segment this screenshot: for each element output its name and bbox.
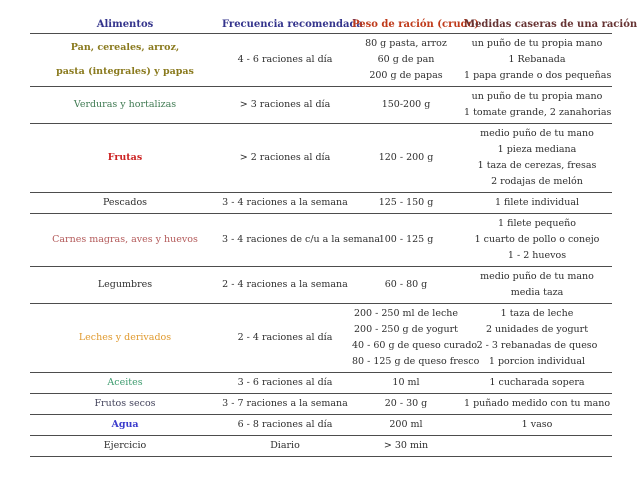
measure-line: un puño de tu propia mano [471, 91, 603, 102]
food-name-line: Carnes magras, aves y huevos [52, 234, 198, 245]
frequency-value: Diario [270, 440, 300, 451]
frequency-value: 3 - 4 raciones de c/u a la semana [222, 234, 381, 245]
frequency-cell [220, 394, 350, 414]
weight-line: 200 - 250 g de yogurt [353, 324, 458, 335]
weight-line: 200 g de papas [369, 70, 443, 81]
weight-cell [350, 267, 462, 303]
frequency-cell [220, 214, 381, 266]
weight-line: 200 - 250 ml de leche [353, 308, 459, 319]
table-row [30, 34, 612, 87]
measure-line: 1 filete individual [494, 197, 580, 208]
weight-line: 120 - 200 g [378, 152, 434, 163]
food-name-line: pasta (integrales) y papas [56, 66, 194, 77]
food-name-line: Frutos secos [94, 398, 156, 409]
frequency-value: 4 - 6 raciones al día [237, 54, 333, 65]
weight-cell [350, 124, 462, 192]
weight-line: 80 - 125 g de queso fresco [352, 356, 480, 367]
frequency-cell [220, 436, 350, 456]
frequency-value: 2 - 4 raciones al día [237, 332, 333, 343]
column-header-4 [462, 16, 638, 33]
food-name-cell [30, 415, 220, 435]
measure-line: 1 Rebanada [508, 54, 566, 65]
weight-cell [350, 87, 462, 123]
food-name-cell [30, 436, 220, 456]
weight-line: 100 - 125 g [378, 234, 434, 245]
food-name-cell [30, 34, 220, 86]
weight-line: 10 ml [392, 377, 420, 388]
weight-line: 80 g pasta, arroz [365, 38, 447, 49]
measure-line: 1 pieza mediana [497, 144, 577, 155]
measure-line: 1 tomate grande, 2 zanahorias [464, 107, 612, 118]
food-name-line: Leches y derivados [78, 332, 172, 343]
frequency-value: > 3 raciones al día [239, 99, 331, 110]
table-row [30, 415, 612, 436]
food-name-line: Pescados [102, 197, 148, 208]
frequency-cell [220, 193, 350, 213]
column-header-3 [350, 16, 480, 33]
column-header-label: Peso de ración (crudo) [352, 19, 480, 30]
food-name-line: Frutas [107, 152, 143, 163]
measure-line: 1 papa grande o dos pequeñas [464, 70, 612, 81]
measure-cell [462, 267, 612, 303]
food-name-line: Aceites [107, 377, 143, 388]
frequency-value: 3 - 7 raciones a la semana [222, 398, 348, 409]
weight-cell [350, 415, 462, 435]
measure-cell [462, 394, 612, 414]
table-row [30, 373, 612, 394]
frequency-value: 3 - 6 raciones al día [237, 377, 333, 388]
measure-line: 1 puñado medido con tu mano [464, 398, 611, 409]
measure-cell [462, 214, 612, 266]
weight-cell [350, 304, 480, 372]
food-name-line: Agua [111, 419, 139, 430]
measure-cell [462, 87, 612, 123]
frequency-cell [220, 415, 350, 435]
measure-cell [462, 304, 612, 372]
measure-cell [462, 193, 612, 213]
frequency-value: 6 - 8 raciones al día [237, 419, 333, 430]
frequency-cell [220, 124, 350, 192]
weight-cell [350, 193, 462, 213]
weight-cell [350, 436, 462, 456]
measure-line: 1 filete pequeño [498, 218, 576, 229]
measure-cell [462, 436, 612, 456]
nutrition-table [30, 16, 638, 457]
food-name-cell [30, 373, 220, 393]
food-name-cell [30, 394, 220, 414]
table-row [30, 267, 612, 304]
weight-line: 60 g de pan [377, 54, 435, 65]
measure-line: 1 - 2 huevos [507, 250, 567, 261]
measure-line: 1 cucharada sopera [489, 377, 585, 388]
measure-line: 2 unidades de yogurt [485, 324, 589, 335]
frequency-value: 2 - 4 raciones a la semana [222, 279, 348, 290]
measure-line: 2 rodajas de melón [491, 176, 583, 187]
measure-line: 1 taza de leche [500, 308, 574, 319]
weight-line: 125 - 150 g [378, 197, 434, 208]
frequency-cell [220, 304, 350, 372]
frequency-cell [220, 34, 350, 86]
measure-line: 1 taza de cerezas, fresas [477, 160, 597, 171]
frequency-value: 3 - 4 raciones a la semana [222, 197, 348, 208]
table-row [30, 124, 612, 193]
weight-cell [350, 394, 462, 414]
food-name-line: Ejercicio [103, 440, 147, 451]
table-row [30, 87, 612, 124]
table-row [30, 193, 612, 214]
food-name-line: Legumbres [97, 279, 153, 290]
weight-line: 150-200 g [381, 99, 431, 110]
column-header-1 [30, 16, 220, 33]
measure-line: 1 vaso [521, 419, 553, 430]
measure-cell [462, 373, 612, 393]
frequency-cell [220, 267, 350, 303]
measure-cell [462, 34, 612, 86]
food-name-line: Pan, cereales, arroz, [70, 42, 180, 53]
weight-cell [350, 34, 462, 86]
weight-line: 60 - 80 g [384, 279, 428, 290]
table-header-row [30, 16, 638, 34]
frequency-cell [220, 373, 350, 393]
weight-cell [350, 214, 462, 266]
weight-line: 200 ml [389, 419, 423, 430]
table-row [30, 436, 612, 457]
measure-line: medio puño de tu mano [480, 271, 594, 282]
measure-line: 1 porcion individual [488, 356, 586, 367]
food-name-cell [30, 193, 220, 213]
measure-cell [462, 124, 612, 192]
column-header-2 [220, 16, 363, 33]
food-name-cell [30, 214, 220, 266]
food-name-cell [30, 87, 220, 123]
weight-line: > 30 min [383, 440, 429, 451]
frequency-value: > 2 raciones al día [239, 152, 331, 163]
food-name-cell [30, 124, 220, 192]
column-header-label: Medidas caseras de una ración [464, 19, 638, 30]
weight-line: 40 - 60 g de queso curado [352, 340, 478, 351]
column-header-label: Frecuencia recomendada [222, 19, 363, 30]
measure-cell [462, 415, 612, 435]
food-name-line: Verduras y hortalizas [73, 99, 177, 110]
frequency-cell [220, 87, 350, 123]
measure-line: 2 - 3 rebanadas de queso [476, 340, 598, 351]
measure-line: un puño de tu propia mano [471, 38, 603, 49]
weight-line: 20 - 30 g [384, 398, 428, 409]
food-name-cell [30, 304, 220, 372]
measure-line: 1 cuarto de pollo o conejo [474, 234, 600, 245]
weight-cell [350, 373, 462, 393]
table-row [30, 394, 612, 415]
column-header-label: Alimentos [96, 19, 154, 30]
table-row [30, 214, 612, 267]
measure-line: media taza [510, 287, 564, 298]
measure-line: medio puño de tu mano [480, 128, 594, 139]
food-name-cell [30, 267, 220, 303]
table-row [30, 304, 612, 373]
